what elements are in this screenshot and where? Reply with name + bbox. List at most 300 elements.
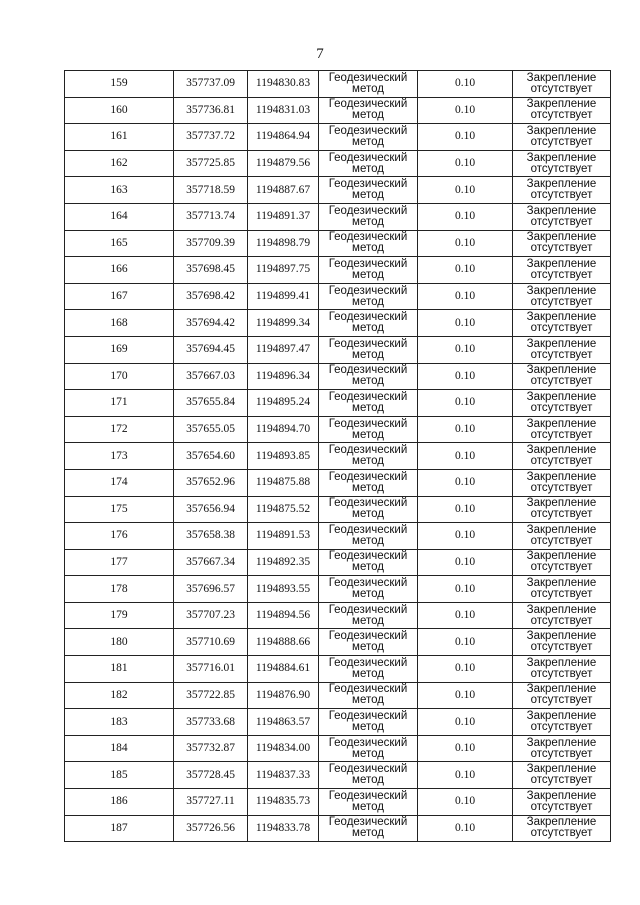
point-number-cell: 187 xyxy=(65,815,174,842)
fixation-text: Закрепление xyxy=(526,257,597,270)
table-row xyxy=(65,682,611,709)
method-text: метод xyxy=(352,268,384,281)
fixation-cell xyxy=(513,549,611,576)
accuracy-cell: 0.10 xyxy=(418,150,513,177)
method-text: Геодезический xyxy=(328,497,408,510)
point-number-cell: 167 xyxy=(65,283,174,310)
table-row xyxy=(65,576,611,603)
fixation-text: Закрепление xyxy=(526,656,597,669)
fixation-cell xyxy=(513,629,611,656)
table-row xyxy=(65,496,611,523)
fixation-cell xyxy=(513,257,611,284)
point-number-cell: 164 xyxy=(65,203,174,230)
fixation-text: Закрепление xyxy=(526,603,597,616)
fixation-text: Закрепление xyxy=(526,151,597,164)
method-text: Геодезический xyxy=(328,284,408,297)
accuracy-cell: 0.10 xyxy=(418,230,513,257)
method-text: метод xyxy=(352,694,384,707)
method-text: Геодезический xyxy=(328,204,408,217)
fixation-text: отсутствует xyxy=(530,189,593,202)
method-cell xyxy=(319,71,418,98)
accuracy-cell: 0.10 xyxy=(418,283,513,310)
point-number-cell: 184 xyxy=(65,735,174,762)
fixation-text: Закрепление xyxy=(526,390,597,403)
table-row xyxy=(65,71,611,98)
point-number-cell: 180 xyxy=(65,629,174,656)
method-text: метод xyxy=(352,481,384,494)
fixation-cell xyxy=(513,71,611,98)
table-row xyxy=(65,310,611,337)
x-coordinate-cell: 357725.85 xyxy=(174,150,248,177)
method-cell xyxy=(319,416,418,443)
method-text: Геодезический xyxy=(328,151,408,164)
fixation-text: Закрепление xyxy=(526,577,597,590)
method-text: метод xyxy=(352,82,384,95)
fixation-text: отсутствует xyxy=(530,508,593,521)
fixation-cell xyxy=(513,602,611,629)
fixation-text: отсутствует xyxy=(530,348,593,361)
y-coordinate-cell: 1194830.83 xyxy=(248,71,319,98)
fixation-text: Закрепление xyxy=(526,816,597,829)
table-row xyxy=(65,416,611,443)
method-cell xyxy=(319,735,418,762)
fixation-text: Закрепление xyxy=(526,470,597,483)
method-text: Геодезический xyxy=(328,337,408,350)
fixation-cell xyxy=(513,496,611,523)
fixation-cell xyxy=(513,523,611,550)
accuracy-cell: 0.10 xyxy=(418,523,513,550)
y-coordinate-cell: 1194835.73 xyxy=(248,789,319,816)
method-text: метод xyxy=(352,747,384,760)
x-coordinate-cell: 357707.23 xyxy=(174,602,248,629)
y-coordinate-cell: 1194894.56 xyxy=(248,602,319,629)
method-cell xyxy=(319,230,418,257)
method-cell xyxy=(319,469,418,496)
method-cell xyxy=(319,124,418,151)
table-row xyxy=(65,656,611,683)
fixation-text: Закрепление xyxy=(526,523,597,536)
accuracy-cell: 0.10 xyxy=(418,203,513,230)
x-coordinate-cell: 357694.45 xyxy=(174,336,248,363)
fixation-text: Закрепление xyxy=(526,550,597,563)
method-cell xyxy=(319,150,418,177)
fixation-cell xyxy=(513,416,611,443)
fixation-text: отсутствует xyxy=(530,588,593,601)
fixation-text: Закрепление xyxy=(526,497,597,510)
point-number-cell: 169 xyxy=(65,336,174,363)
fixation-text: отсутствует xyxy=(530,109,593,122)
x-coordinate-cell: 357732.87 xyxy=(174,735,248,762)
method-cell xyxy=(319,257,418,284)
accuracy-cell: 0.10 xyxy=(418,576,513,603)
accuracy-cell: 0.10 xyxy=(418,416,513,443)
fixation-text: отсутствует xyxy=(530,268,593,281)
method-cell xyxy=(319,310,418,337)
method-text: Геодезический xyxy=(328,311,408,324)
method-cell xyxy=(319,762,418,789)
accuracy-cell: 0.10 xyxy=(418,496,513,523)
fixation-text: отсутствует xyxy=(530,694,593,707)
fixation-text: отсутствует xyxy=(530,428,593,441)
x-coordinate-cell: 357698.42 xyxy=(174,283,248,310)
method-text: Геодезический xyxy=(328,603,408,616)
y-coordinate-cell: 1194891.53 xyxy=(248,523,319,550)
y-coordinate-cell: 1194875.52 xyxy=(248,496,319,523)
method-text: метод xyxy=(352,428,384,441)
accuracy-cell: 0.10 xyxy=(418,124,513,151)
method-text: Геодезический xyxy=(328,523,408,536)
accuracy-cell: 0.10 xyxy=(418,709,513,736)
accuracy-cell: 0.10 xyxy=(418,443,513,470)
fixation-cell xyxy=(513,443,611,470)
table-row xyxy=(65,443,611,470)
y-coordinate-cell: 1194897.47 xyxy=(248,336,319,363)
y-coordinate-cell: 1194833.78 xyxy=(248,815,319,842)
x-coordinate-cell: 357698.45 xyxy=(174,257,248,284)
y-coordinate-cell: 1194888.66 xyxy=(248,629,319,656)
table-row xyxy=(65,549,611,576)
point-number-cell: 161 xyxy=(65,124,174,151)
point-number-cell: 166 xyxy=(65,257,174,284)
fixation-text: отсутствует xyxy=(530,401,593,414)
fixation-text: отсутствует xyxy=(530,242,593,255)
fixation-text: Закрепление xyxy=(526,763,597,776)
method-cell xyxy=(319,443,418,470)
fixation-text: отсутствует xyxy=(530,82,593,95)
x-coordinate-cell: 357655.05 xyxy=(174,416,248,443)
fixation-cell xyxy=(513,230,611,257)
method-cell xyxy=(319,629,418,656)
x-coordinate-cell: 357658.38 xyxy=(174,523,248,550)
method-text: метод xyxy=(352,348,384,361)
fixation-text: отсутствует xyxy=(530,322,593,335)
point-number-cell: 185 xyxy=(65,762,174,789)
table-row xyxy=(65,762,611,789)
accuracy-cell: 0.10 xyxy=(418,762,513,789)
y-coordinate-cell: 1194834.00 xyxy=(248,735,319,762)
method-text: метод xyxy=(352,401,384,414)
fixation-text: Закрепление xyxy=(526,284,597,297)
table-row xyxy=(65,336,611,363)
fixation-cell xyxy=(513,97,611,124)
table-row xyxy=(65,709,611,736)
y-coordinate-cell: 1194875.88 xyxy=(248,469,319,496)
method-text: метод xyxy=(352,588,384,601)
point-number-cell: 162 xyxy=(65,150,174,177)
table-row xyxy=(65,602,611,629)
x-coordinate-cell: 357726.56 xyxy=(174,815,248,842)
method-cell xyxy=(319,336,418,363)
method-text: Геодезический xyxy=(328,710,408,723)
y-coordinate-cell: 1194884.61 xyxy=(248,656,319,683)
accuracy-cell: 0.10 xyxy=(418,629,513,656)
method-text: метод xyxy=(352,641,384,654)
y-coordinate-cell: 1194887.67 xyxy=(248,177,319,204)
method-text: Геодезический xyxy=(328,736,408,749)
method-text: Геодезический xyxy=(328,178,408,191)
accuracy-cell: 0.10 xyxy=(418,257,513,284)
x-coordinate-cell: 357655.84 xyxy=(174,390,248,417)
point-number-cell: 172 xyxy=(65,416,174,443)
method-text: Геодезический xyxy=(328,390,408,403)
y-coordinate-cell: 1194876.90 xyxy=(248,682,319,709)
method-text: Геодезический xyxy=(328,98,408,111)
accuracy-cell: 0.10 xyxy=(418,390,513,417)
x-coordinate-cell: 357710.69 xyxy=(174,629,248,656)
method-text: метод xyxy=(352,189,384,202)
method-cell xyxy=(319,363,418,390)
fixation-cell xyxy=(513,336,611,363)
y-coordinate-cell: 1194899.34 xyxy=(248,310,319,337)
table-row xyxy=(65,150,611,177)
point-number-cell: 183 xyxy=(65,709,174,736)
y-coordinate-cell: 1194898.79 xyxy=(248,230,319,257)
fixation-text: Закрепление xyxy=(526,683,597,696)
fixation-text: Закрепление xyxy=(526,71,597,84)
method-cell xyxy=(319,203,418,230)
fixation-text: отсутствует xyxy=(530,641,593,654)
point-number-cell: 160 xyxy=(65,97,174,124)
method-text: метод xyxy=(352,322,384,335)
fixation-cell xyxy=(513,150,611,177)
method-cell xyxy=(319,576,418,603)
method-cell xyxy=(319,549,418,576)
x-coordinate-cell: 357652.96 xyxy=(174,469,248,496)
method-text: Геодезический xyxy=(328,816,408,829)
fixation-text: отсутствует xyxy=(530,614,593,627)
fixation-cell xyxy=(513,283,611,310)
method-cell xyxy=(319,656,418,683)
accuracy-cell: 0.10 xyxy=(418,177,513,204)
fixation-cell xyxy=(513,709,611,736)
fixation-cell xyxy=(513,124,611,151)
method-text: метод xyxy=(352,561,384,574)
accuracy-cell: 0.10 xyxy=(418,71,513,98)
fixation-text: Закрепление xyxy=(526,444,597,457)
table-row xyxy=(65,789,611,816)
fixation-text: отсутствует xyxy=(530,295,593,308)
fixation-text: Закрепление xyxy=(526,204,597,217)
fixation-text: Закрепление xyxy=(526,337,597,350)
x-coordinate-cell: 357733.68 xyxy=(174,709,248,736)
method-text: Геодезический xyxy=(328,789,408,802)
x-coordinate-cell: 357727.11 xyxy=(174,789,248,816)
method-text: метод xyxy=(352,109,384,122)
fixation-text: Закрепление xyxy=(526,417,597,430)
method-text: Геодезический xyxy=(328,444,408,457)
method-text: метод xyxy=(352,667,384,680)
point-number-cell: 174 xyxy=(65,469,174,496)
table-row xyxy=(65,629,611,656)
point-number-cell: 168 xyxy=(65,310,174,337)
y-coordinate-cell: 1194893.85 xyxy=(248,443,319,470)
point-number-cell: 171 xyxy=(65,390,174,417)
fixation-text: Закрепление xyxy=(526,736,597,749)
fixation-text: Закрепление xyxy=(526,178,597,191)
method-text: Геодезический xyxy=(328,417,408,430)
fixation-text: отсутствует xyxy=(530,721,593,734)
method-cell xyxy=(319,390,418,417)
fixation-cell xyxy=(513,789,611,816)
accuracy-cell: 0.10 xyxy=(418,656,513,683)
table-row xyxy=(65,363,611,390)
x-coordinate-cell: 357667.34 xyxy=(174,549,248,576)
y-coordinate-cell: 1194899.41 xyxy=(248,283,319,310)
accuracy-cell: 0.10 xyxy=(418,469,513,496)
fixation-cell xyxy=(513,735,611,762)
fixation-text: отсутствует xyxy=(530,667,593,680)
method-text: Геодезический xyxy=(328,124,408,137)
method-text: Геодезический xyxy=(328,630,408,643)
fixation-text: отсутствует xyxy=(530,481,593,494)
method-text: Геодезический xyxy=(328,763,408,776)
method-text: Геодезический xyxy=(328,257,408,270)
accuracy-cell: 0.10 xyxy=(418,682,513,709)
y-coordinate-cell: 1194837.33 xyxy=(248,762,319,789)
fixation-cell xyxy=(513,656,611,683)
fixation-cell xyxy=(513,177,611,204)
method-cell xyxy=(319,815,418,842)
x-coordinate-cell: 357656.94 xyxy=(174,496,248,523)
table-row xyxy=(65,815,611,842)
method-text: Геодезический xyxy=(328,577,408,590)
method-text: Геодезический xyxy=(328,550,408,563)
point-number-cell: 177 xyxy=(65,549,174,576)
x-coordinate-cell: 357694.42 xyxy=(174,310,248,337)
fixation-text: отсутствует xyxy=(530,455,593,468)
table-row xyxy=(65,230,611,257)
method-text: метод xyxy=(352,774,384,787)
y-coordinate-cell: 1194864.94 xyxy=(248,124,319,151)
method-cell xyxy=(319,523,418,550)
point-number-cell: 173 xyxy=(65,443,174,470)
accuracy-cell: 0.10 xyxy=(418,97,513,124)
method-text: метод xyxy=(352,375,384,388)
table-row xyxy=(65,257,611,284)
point-number-cell: 159 xyxy=(65,71,174,98)
y-coordinate-cell: 1194831.03 xyxy=(248,97,319,124)
method-cell xyxy=(319,177,418,204)
x-coordinate-cell: 357722.85 xyxy=(174,682,248,709)
fixation-cell xyxy=(513,363,611,390)
method-cell xyxy=(319,602,418,629)
fixation-text: Закрепление xyxy=(526,311,597,324)
method-text: метод xyxy=(352,162,384,175)
x-coordinate-cell: 357718.59 xyxy=(174,177,248,204)
table-row xyxy=(65,97,611,124)
table-row xyxy=(65,203,611,230)
method-text: Геодезический xyxy=(328,364,408,377)
x-coordinate-cell: 357713.74 xyxy=(174,203,248,230)
method-text: метод xyxy=(352,135,384,148)
method-text: Геодезический xyxy=(328,656,408,669)
method-text: Геодезический xyxy=(328,71,408,84)
fixation-text: отсутствует xyxy=(530,375,593,388)
method-cell xyxy=(319,97,418,124)
method-text: метод xyxy=(352,295,384,308)
point-number-cell: 181 xyxy=(65,656,174,683)
fixation-text: отсутствует xyxy=(530,827,593,840)
fixation-text: Закрепление xyxy=(526,789,597,802)
method-text: метод xyxy=(352,800,384,813)
accuracy-cell: 0.10 xyxy=(418,602,513,629)
accuracy-cell: 0.10 xyxy=(418,310,513,337)
table-row xyxy=(65,523,611,550)
table-row xyxy=(65,469,611,496)
fixation-cell xyxy=(513,682,611,709)
accuracy-cell: 0.10 xyxy=(418,815,513,842)
y-coordinate-cell: 1194893.55 xyxy=(248,576,319,603)
y-coordinate-cell: 1194894.70 xyxy=(248,416,319,443)
table-row xyxy=(65,177,611,204)
x-coordinate-cell: 357654.60 xyxy=(174,443,248,470)
fixation-text: Закрепление xyxy=(526,98,597,111)
fixation-text: отсутствует xyxy=(530,800,593,813)
accuracy-cell: 0.10 xyxy=(418,735,513,762)
point-number-cell: 163 xyxy=(65,177,174,204)
x-coordinate-cell: 357667.03 xyxy=(174,363,248,390)
fixation-text: отсутствует xyxy=(530,747,593,760)
page-number: 7 xyxy=(316,46,324,62)
point-number-cell: 182 xyxy=(65,682,174,709)
accuracy-cell: 0.10 xyxy=(418,363,513,390)
fixation-text: отсутствует xyxy=(530,561,593,574)
point-number-cell: 179 xyxy=(65,602,174,629)
fixation-cell xyxy=(513,815,611,842)
table-row xyxy=(65,124,611,151)
table-row xyxy=(65,390,611,417)
method-text: метод xyxy=(352,242,384,255)
point-number-cell: 178 xyxy=(65,576,174,603)
fixation-text: отсутствует xyxy=(530,534,593,547)
x-coordinate-cell: 357696.57 xyxy=(174,576,248,603)
point-number-cell: 175 xyxy=(65,496,174,523)
point-number-cell: 186 xyxy=(65,789,174,816)
method-text: метод xyxy=(352,827,384,840)
y-coordinate-cell: 1194895.24 xyxy=(248,390,319,417)
method-cell xyxy=(319,682,418,709)
y-coordinate-cell: 1194879.56 xyxy=(248,150,319,177)
method-text: метод xyxy=(352,614,384,627)
fixation-text: отсутствует xyxy=(530,215,593,228)
y-coordinate-cell: 1194863.57 xyxy=(248,709,319,736)
x-coordinate-cell: 357736.81 xyxy=(174,97,248,124)
fixation-text: Закрепление xyxy=(526,124,597,137)
fixation-cell xyxy=(513,310,611,337)
point-number-cell: 165 xyxy=(65,230,174,257)
method-cell xyxy=(319,789,418,816)
method-text: Геодезический xyxy=(328,470,408,483)
x-coordinate-cell: 357737.72 xyxy=(174,124,248,151)
method-text: метод xyxy=(352,534,384,547)
method-text: метод xyxy=(352,721,384,734)
method-text: Геодезический xyxy=(328,683,408,696)
fixation-cell xyxy=(513,469,611,496)
fixation-cell xyxy=(513,203,611,230)
fixation-cell xyxy=(513,762,611,789)
method-text: метод xyxy=(352,215,384,228)
table-row xyxy=(65,283,611,310)
fixation-text: отсутствует xyxy=(530,774,593,787)
method-text: метод xyxy=(352,455,384,468)
coordinates-table xyxy=(64,70,611,842)
x-coordinate-cell: 357709.39 xyxy=(174,230,248,257)
fixation-text: отсутствует xyxy=(530,135,593,148)
method-cell xyxy=(319,709,418,736)
method-text: Геодезический xyxy=(328,231,408,244)
y-coordinate-cell: 1194896.34 xyxy=(248,363,319,390)
y-coordinate-cell: 1194892.35 xyxy=(248,549,319,576)
